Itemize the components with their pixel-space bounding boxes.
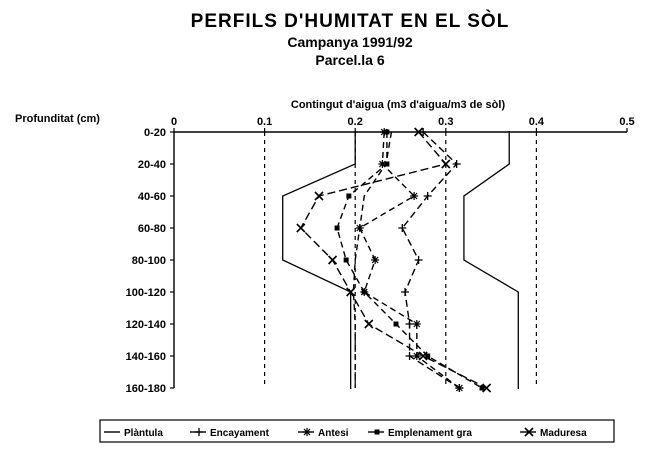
x-tick-label: 0.1 (256, 116, 273, 128)
data-point (362, 290, 367, 295)
y-tick-label: 40-60 (137, 191, 166, 203)
series-layer (297, 128, 491, 392)
data-point (297, 224, 305, 232)
legend-label: Encayament (210, 428, 269, 439)
y-tick-label: 100-120 (125, 287, 166, 299)
legend-swatch-marker (303, 428, 311, 436)
legend-item (298, 428, 349, 439)
data-point (365, 320, 373, 328)
plot-area (174, 132, 627, 388)
legend-label: Antesi (318, 428, 349, 439)
envelope-right (464, 131, 518, 389)
y-tick-label: 60-80 (137, 223, 166, 235)
data-point (329, 256, 337, 264)
chart-subtitle-campaign: Campanya 1991/92 (287, 34, 413, 50)
data-point (335, 226, 340, 231)
legend-items (104, 428, 587, 439)
data-point (371, 256, 379, 264)
series-line (301, 132, 487, 388)
data-point (384, 130, 389, 135)
data-point (406, 352, 414, 360)
legend-swatch-marker (195, 428, 203, 436)
data-point (346, 194, 351, 199)
chart-subtitle-plot: Parcel.la 6 (315, 52, 385, 68)
data-point (401, 288, 409, 296)
y-tick-label: 0-20 (143, 127, 166, 139)
y-tick-label: 160-180 (125, 383, 166, 395)
data-point (344, 258, 349, 263)
legend-item (520, 428, 587, 439)
legend-label: Plàntula (124, 428, 163, 439)
legend-box (100, 420, 614, 442)
y-tick-label: 140-160 (125, 351, 166, 363)
x-tick-label: 0 (170, 116, 178, 128)
y-axis-label: Profunditat (cm) (15, 113, 100, 125)
reference-lines (265, 132, 537, 388)
legend-item (104, 428, 163, 439)
legend-label: Maduresa (540, 428, 587, 439)
y-axis-ticks (126, 127, 174, 395)
x-tick-label: 0.4 (528, 116, 545, 128)
data-point (455, 384, 463, 392)
legend (100, 420, 614, 442)
chart-title: PERFILS D'HUMITAT EN EL SÒL (190, 11, 510, 32)
x-tick-label: 0.2 (347, 116, 363, 128)
y-tick-label: 20-40 (137, 159, 166, 171)
series-line (402, 132, 459, 388)
legend-item (190, 428, 270, 439)
legend-swatch-marker (375, 430, 380, 435)
series-3 (335, 130, 485, 391)
data-point (356, 224, 364, 232)
legend-label: Emplenament gra (388, 428, 472, 439)
x-tick-label: 0.5 (619, 116, 635, 128)
series-1 (398, 128, 463, 392)
x-axis-label: Contingut d'aigua (m3 d'aigua/m3 de sòl) (290, 99, 506, 111)
data-point (410, 192, 418, 200)
data-point (415, 256, 423, 264)
y-tick-label: 120-140 (125, 319, 166, 331)
data-point (393, 322, 398, 327)
x-tick-label: 0.3 (438, 116, 454, 128)
series-4 (297, 128, 491, 392)
x-axis-ticks (171, 116, 635, 132)
legend-item (368, 428, 472, 439)
envelope-boundary (283, 131, 519, 389)
y-tick-label: 80-100 (131, 255, 166, 267)
data-point (413, 320, 421, 328)
data-point (384, 162, 389, 167)
